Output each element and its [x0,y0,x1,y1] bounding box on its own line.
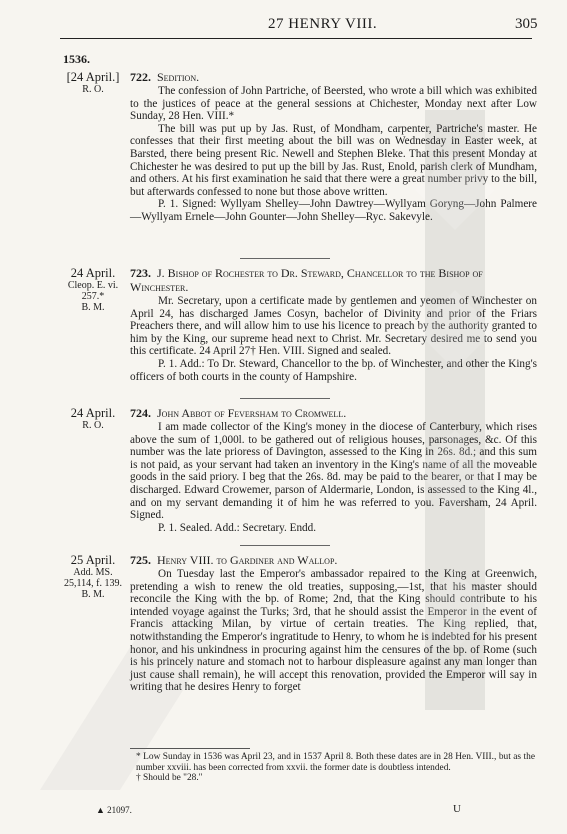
entry-note: P. 1. Sealed. Add.: Secretary. Endd. [158,521,317,534]
entry-title [130,70,537,84]
paragraph: On Tuesday last the Emperor's ambassador repaired to the King at Greenwich, pretending a wish to renew the old treaties, supposing,—1st, that his master should reconcile the King with the bp. of Rome; 2nd, that the King should contribute to his intended voyage against the Turks; 3rd, that he should assist the Emperor in the event of Francis attacking Milan, by virtue of certain treaties. The King replied, that, notwithstanding the Emperor's ingratitude to Henry, to whom he is indebted for his present honor, and his unkindness in procuring against him the censures of the bp. of Rome (such is his princely nature and stomach not to harbour displeasure against any man longer than just cause shall remain), he will accept this renovation, provided the Emperor will say in writing that he desires Henry to forget [130,568,537,694]
entry-number: 725. [130,553,151,567]
margin-date: [24 April.] [66,70,120,84]
margin-ref: R. O. [82,84,104,95]
entry-title [130,266,537,294]
entry-title [130,406,537,420]
margin-note [58,266,128,313]
entry-number: 724. [130,406,151,420]
entry-note: P. 1. Signed: Wyllyam Shelley—John Dawtrey—Wyllyam Goryng—John Palmere—Wyllyam Ernele—John Gounter—John Shelley—Ryc. Sakevyle. [130,198,537,223]
margin-ref: 257.* [81,291,105,302]
entry-separator [240,545,330,546]
entry-number: 723. [130,266,151,280]
entry-body [130,70,537,224]
printer-signature: ▲ 21097. [96,805,132,815]
entry-number: 722. [130,70,151,84]
margin-note [58,70,128,95]
page-header [0,16,567,36]
gathering-letter: U [453,803,461,815]
entry-title-text: Henry VIII. to Gardiner and Wallop. [157,553,338,567]
margin-ref: B. M. [81,589,105,600]
margin-ref: R. O. [82,420,104,431]
entry-title-text: J. Bishop of Rochester to Dr. Steward, Chancellor to the Bishop of Winchester. [130,266,483,294]
margin-date: 24 April. [70,406,116,420]
running-title: 27 HENRY VIII. [268,16,378,32]
footnotes [130,752,535,784]
paragraph: Mr. Secretary, upon a certificate made by gentlemen and yeomen of Winchester on April 24, has discharged James Cosyn, bachelor of Divinity and prior of the Friars Preachers there, and will allow him to use his licence to preach by the authority granted to him by the King, our supreme head next to Christ. Mr. Secretary desired me to send you this certificate. 24 April 27† Hen. VIII. Signed and sealed. [130,295,537,358]
entry-body [130,406,537,534]
margin-ref: Cleop. E. vi. [67,280,119,291]
footnote: † Should be "28." [136,773,203,784]
paragraph: The confession of John Partriche, of Beersted, who wrote a bill which was exhibited to the justices of peace at the general sessions at Chichester, Monday next after Low Sunday, 28 Hen. VIII.* [130,85,537,123]
page-number: 305 [515,16,538,32]
entry-body [130,266,537,383]
entry-title [130,553,537,567]
year-heading: 1536. [63,52,90,66]
entry-note: P. 1. Add.: To Dr. Steward, Chancellor to the bp. of Winchester, and other the King's officers of both courts in the county of Hampshire. [130,357,537,383]
entry-title-text: Sedition. [157,70,200,84]
paragraph: The bill was put up by Jas. Rust, of Mondham, carpenter, Partriche's master. He confesses that their first meeting about the bill was on Wednesday in Easter week, at Barsted, there being present Ric. Newell and Stephen Bleke. That this present Monday at Chichester he was desired to put up the bill by Jas. Rust, Enold, parish clerk of Mundham, and others. At his first examination he said that there were a great number privy to the bill, but afterwards confessed to none but those above written. [130,122,537,198]
header-rule [60,38,532,39]
footnote-rule [130,748,250,749]
margin-date: 24 April. [70,266,116,280]
margin-note [58,406,128,431]
entry-body [130,553,537,694]
entry-separator [240,398,330,399]
entry-separator [240,258,330,259]
margin-ref: B. M. [81,302,105,313]
margin-note [58,553,128,600]
margin-ref: 25,114, f. 139. [64,578,122,589]
paragraph: I am made collector of the King's money in the diocese of Canterbury, which rises above the sum of 1,000l. to be gathered out of religious houses, parsonages, &c. Of this number was the late prioress of Davington, assessed to the King in 26s. 8d.; and this sum is not paid, as your servant had taken an inventory in the King's name of all the moveable goods in the said priory. I beg that the 26s. 8d. may be paid to the bearer, or that I may be discharged. Edward Crowemer, parson of Aldermarie, London, is assessed to the King 4l., and on my servant demanding it of him he was referred to you. Faversham, 24 April. Signed. [130,421,537,522]
margin-ref: Add. MS. [73,567,113,578]
entry-title-text: John Abbot of Feversham to Cromwell. [157,406,347,420]
footnote: * Low Sunday in 1536 was April 23, and in 1537 April 8. Both these dates are in 28 Hen. VIII., but as the number xxviii. has been corrected from xxvii. the former date is doubtless intended. [136,752,535,773]
margin-date: 25 April. [70,553,116,567]
